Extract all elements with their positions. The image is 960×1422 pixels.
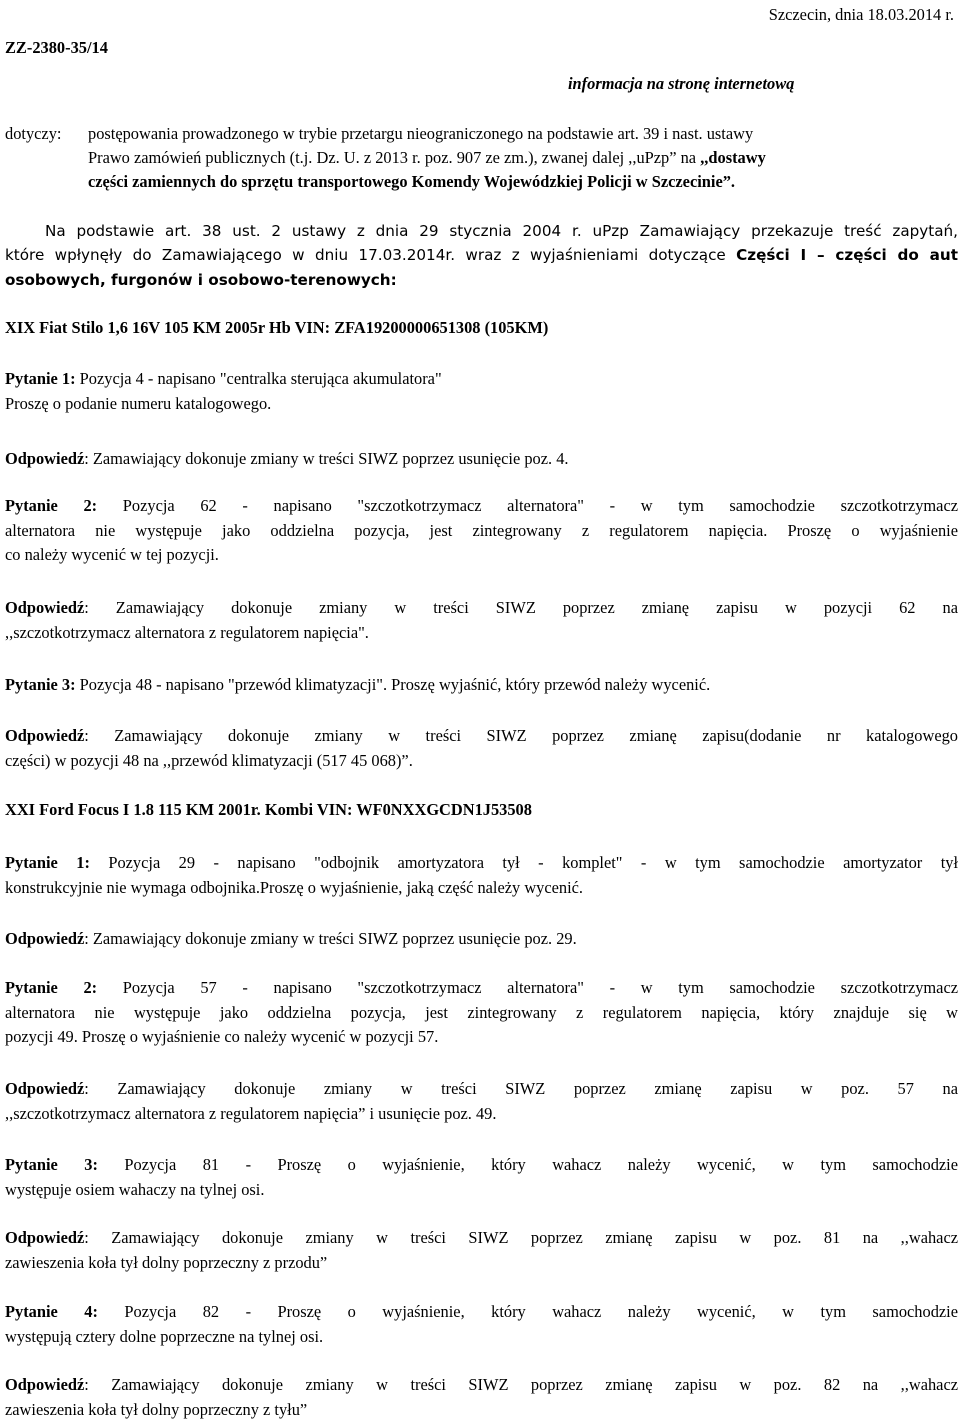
v1-answer-1: Odpowiedź: Zamawiający dokonuje zmiany w treści SIWZ poprzez usunięcie poz. 4.	[5, 449, 569, 468]
intro-line-1: Na podstawie art. 38 ust. 2 ustawy z dnia 29 stycznia 2004 r. uPzp Zamawiający przekazuje treść zapytań,	[45, 222, 958, 240]
v2-answer-4: Odpowiedź: Zamawiający dokonuje zmiany w treści SIWZ poprzez zmianę zapisu w poz. 82 na ,,wahacz zawieszenia koła tył dolny poprzeczny z tyłu”	[5, 1375, 958, 1419]
place-date: Szczecin, dnia 18.03.2014 r.	[768, 5, 954, 24]
notice-label: informacja na stronę internetową	[568, 74, 795, 93]
v1-answer-2: Odpowiedź: Zamawiający dokonuje zmiany w treści SIWZ poprzez zmianę zapisu w pozycji 62 na ,,szczotkotrzymacz alternatora z regulatorem napięcia".	[5, 598, 958, 642]
v1-question-2: Pytanie 2: Pozycja 62 - napisano "szczotkotrzymacz alternatora" - w tym samochodzie szczotkotrzymacz alternatora nie występuje jako oddzielna pozycja, jest zintegrowany z regulatorem napięcia. Proszę o wyjaśnienie co należy wycenić w tej pozycji.	[5, 496, 958, 564]
v1-question-1: Pytanie 1: Pozycja 4 - napisano "centralka sterująca akumulatora" Proszę o podanie numeru katalogowego.	[5, 369, 442, 413]
v2-answer-1: Odpowiedź: Zamawiający dokonuje zmiany w treści SIWZ poprzez usunięcie poz. 29.	[5, 929, 577, 948]
v2-answer-3: Odpowiedź: Zamawiający dokonuje zmiany w treści SIWZ poprzez zmianę zapisu w poz. 81 na ,,wahacz zawieszenia koła tył dolny poprzeczny z przodu”	[5, 1228, 958, 1272]
intro-paragraph: które wpłynęły do Zamawiającego w dniu 17.03.2014r. wraz z wyjaśnieniami dotyczące Części I – części do aut osobowych, furgonów i osobowo-terenowych:	[5, 246, 958, 289]
v2-question-1: Pytanie 1: Pozycja 29 - napisano "odbojnik amortyzatora tył - komplet" - w tym samochodzie amortyzator tył konstrukcyjnie nie wymaga odbojnika.Proszę o wyjaśnienie, jaką część należy wycenić.	[5, 853, 958, 897]
subject-line-2: Prawo zamówień publicznych (t.j. Dz. U. z 2013 r. poz. 907 ze zm.), zwanej dalej ,,uPzp” na ,,dostawy	[88, 148, 766, 167]
subject-label: dotyczy:	[5, 124, 62, 143]
subject-line-3: części zamiennych do sprzętu transportowego Komendy Wojewódzkiej Policji w Szczecinie”.	[88, 172, 736, 191]
vehicle-heading-ford: XXI Ford Focus I 1.8 115 KM 2001r. Kombi VIN: WF0NXXGCDN1J53508	[5, 800, 532, 819]
v2-question-2: Pytanie 2: Pozycja 57 - napisano "szczotkotrzymacz alternatora" - w tym samochodzie szczotkotrzymacz alternatora nie występuje jako oddzielna pozycja, jest zintegrowany z regulatorem napięcia, który znajduje się w pozycji 49. Proszę o wyjaśnienie co należy wycenić w pozycji 57.	[5, 978, 958, 1046]
subject-line-1: postępowania prowadzonego w trybie przetargu nieograniczonego na podstawie art. 39 i nast. ustawy	[88, 124, 754, 143]
vehicle-heading-fiat: XIX Fiat Stilo 1,6 16V 105 KM 2005r Hb VIN: ZFA19200000651308 (105KM)	[5, 318, 549, 337]
v2-question-3: Pytanie 3: Pozycja 81 - Proszę o wyjaśnienie, który wahacz należy wycenić, w tym samochodzie występuje osiem wahaczy na tylnej osi.	[5, 1155, 958, 1199]
v1-question-3: Pytanie 3: Pozycja 48 - napisano "przewód klimatyzacji". Proszę wyjaśnić, który przewód należy wycenić.	[5, 675, 711, 694]
v2-answer-2: Odpowiedź: Zamawiający dokonuje zmiany w treści SIWZ poprzez zmianę zapisu w poz. 57 na ,,szczotkotrzymacz alternatora z regulatorem napięcia” i usunięcie poz. 49.	[5, 1079, 958, 1123]
v2-question-4: Pytanie 4: Pozycja 82 - Proszę o wyjaśnienie, który wahacz należy wycenić, w tym samochodzie występują cztery dolne poprzeczne na tylnej osi.	[5, 1302, 958, 1346]
v1-answer-3: Odpowiedź: Zamawiający dokonuje zmiany w treści SIWZ poprzez zmianę zapisu(dodanie nr katalogowego części) w pozycji 48 na ,,przewód klimatyzacji (517 45 068)”.	[5, 726, 958, 770]
document-reference: ZZ-2380-35/14	[5, 38, 108, 57]
